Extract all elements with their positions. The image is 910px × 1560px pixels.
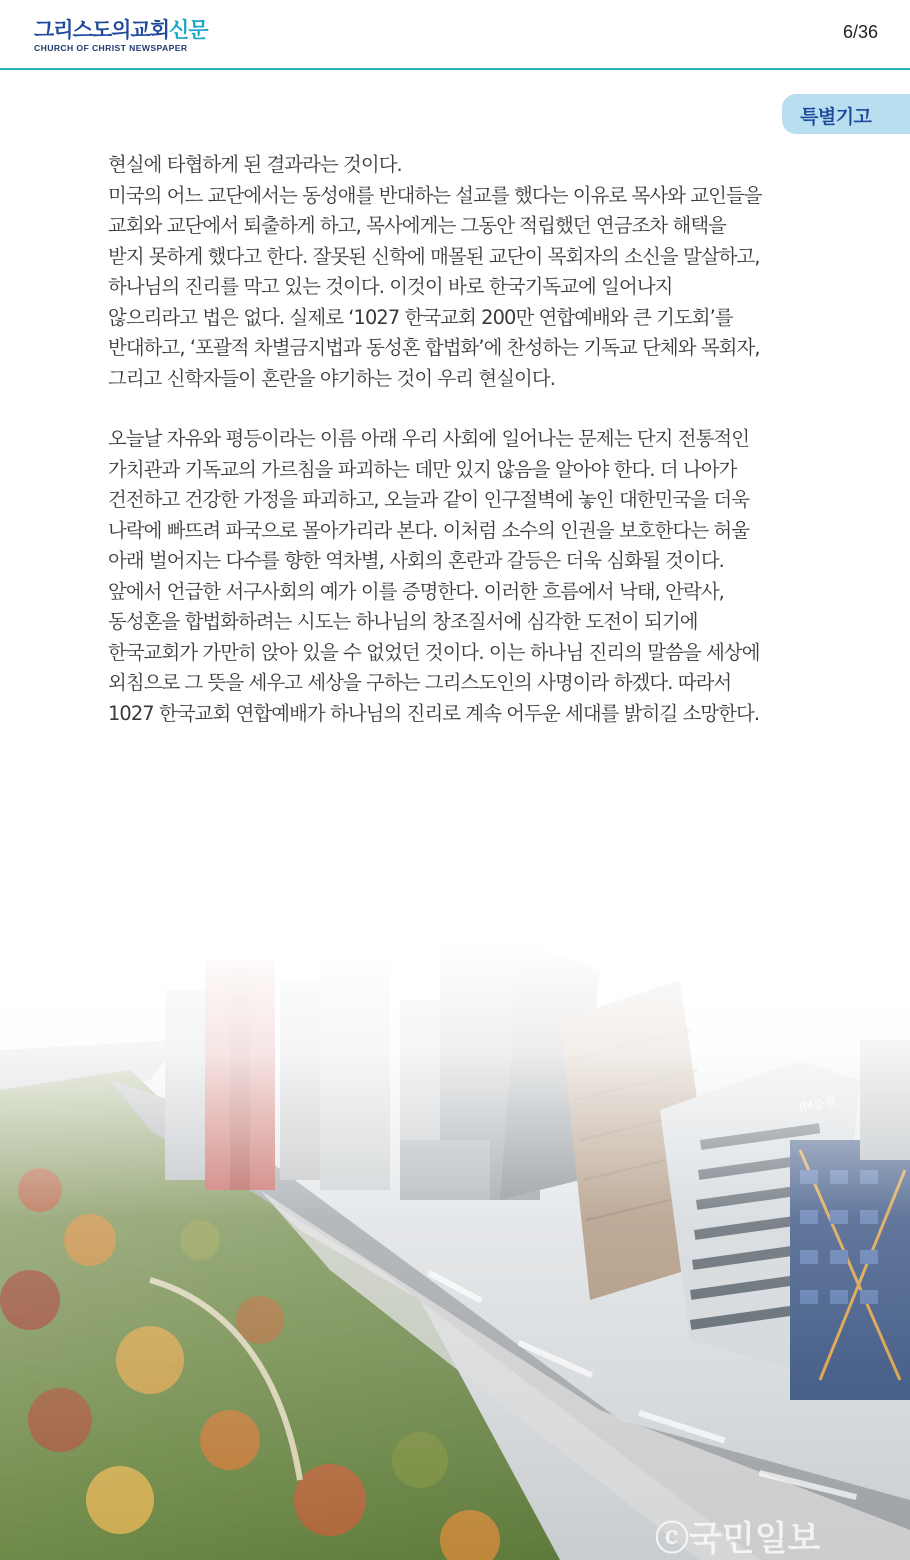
text-line: 받지 못하게 했다고 한다. 잘못된 신학에 매몰된 교단이 목회자의 소신을 말살하고, (108, 244, 760, 268)
text-line: 가치관과 기독교의 가르침을 파괴하는 데만 있지 않음을 알아야 한다. 더 나아가 (108, 457, 737, 481)
logo-title (34, 18, 208, 42)
text-line: 동성혼을 합법화하려는 시도는 하나님의 창조질서에 심각한 도전이 되기에 (108, 610, 698, 633)
section-tab (782, 94, 910, 134)
text-line: 건전하고 건강한 가정을 파괴하고, 오늘과 같이 인구절벽에 놓인 대한민국을 더욱 (108, 488, 750, 511)
logo-title-main: 그리스도의교회 (34, 18, 170, 42)
text-line: 않으리라고 법은 없다. 실제로 ‘1027 한국교회 200만 연합예배와 큰 기도회’를 (108, 305, 733, 329)
page-header (0, 0, 910, 70)
paragraph-1 (108, 150, 808, 394)
text-line: 아래 벌어지는 다수를 향한 역차별, 사회의 혼란과 갈등은 더욱 심화될 것이다. (108, 549, 724, 572)
newspaper-logo[interactable] (34, 18, 208, 53)
logo-subtitle: CHURCH OF CHRIST NEWSPAPER (34, 43, 188, 53)
aerial-city-illustration (0, 940, 910, 1560)
section-label: 특별기고 (800, 106, 872, 128)
paragraph-2 (108, 424, 808, 729)
text-line: 1027 한국교회 연합예배가 하나님의 진리로 계속 어두운 세대를 밝히길 소망한다. (108, 701, 760, 725)
text-line: 나락에 빠뜨려 파국으로 몰아가리라 본다. 이처럼 소수의 인권을 보호한다는 허울 (108, 518, 750, 542)
aerial-photo (0, 940, 910, 1560)
page-number: 6/36 (842, 22, 878, 42)
logo-title-accent: 신문 (169, 18, 208, 42)
text-line: 반대하고, ‘포괄적 차별금지법과 동성혼 합법화’에 찬성하는 기독교 단체와 목회자, (108, 336, 760, 359)
text-line: 그리고 신학자들이 혼란을 야기하는 것이 우리 현실이다. (108, 366, 555, 390)
text-line: 앞에서 언급한 서구사회의 예가 이를 증명한다. 이러한 흐름에서 낙태, 안락사, (108, 579, 724, 603)
text-line: 교회와 교단에서 퇴출하게 하고, 목사에게는 그동안 적립했던 연금조차 해택을 (108, 214, 726, 237)
text-line: 한국교회가 가만히 앉아 있을 수 없었던 것이다. 이는 하나님 진리의 말씀을 세상에 (108, 640, 760, 664)
text-line: 오늘날 자유와 평등이라는 이름 아래 우리 사회에 일어나는 문제는 단지 전통적인 (108, 427, 750, 450)
text-line: 하나님의 진리를 막고 있는 것이다. 이것이 바로 한국기독교에 일어나지 (108, 275, 673, 298)
text-line: 미국의 어느 교단에서는 동성애를 반대하는 설교를 했다는 이유로 목사와 교인들을 (108, 183, 762, 207)
text-line: 외침으로 그 뜻을 세우고 세상을 구하는 그리스도인의 사명이라 하겠다. 따라서 (108, 671, 732, 694)
text-line: 현실에 타협하게 된 결과라는 것이다. (108, 153, 402, 176)
article-body (108, 150, 808, 729)
photo-watermark: ⓒ국민일보 (655, 1519, 821, 1559)
